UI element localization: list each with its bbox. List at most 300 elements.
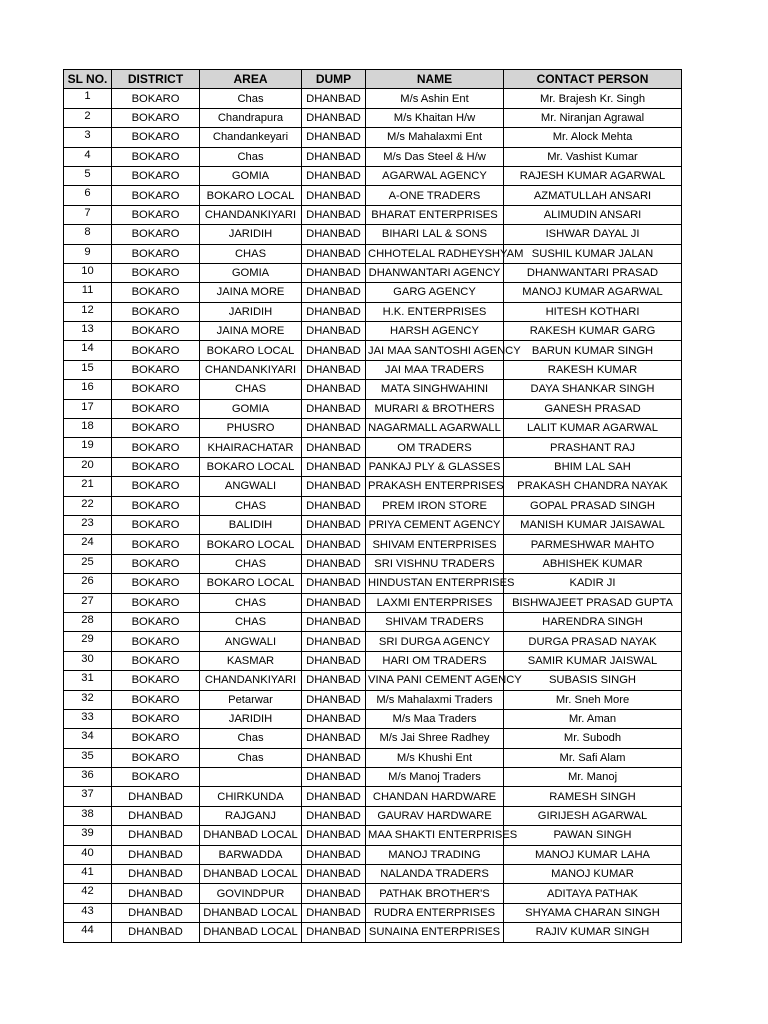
cell-contact-person: Mr. Alock Mehta [504,128,682,147]
cell-contact-person: Mr. Vashist Kumar [504,147,682,166]
cell-name: MATA SINGHWAHINI [366,380,504,399]
cell-sl-no: 24 [64,535,112,554]
cell-name: H.K. ENTERPRISES [366,302,504,321]
cell-sl-no: 17 [64,399,112,418]
cell-contact-person: ABHISHEK KUMAR [504,554,682,573]
cell-sl-no: 40 [64,845,112,864]
cell-district: DHANBAD [112,826,200,845]
cell-name: M/s Jai Shree Radhey [366,729,504,748]
cell-sl-no: 38 [64,806,112,825]
table-row [64,380,682,399]
header-contact-person: CONTACT PERSON [504,70,682,89]
cell-dump: DHANBAD [302,205,366,224]
cell-sl-no: 7 [64,205,112,224]
table-row [64,438,682,457]
cell-sl-no: 22 [64,496,112,515]
header-district: DISTRICT [112,70,200,89]
cell-area: CHAS [200,244,302,263]
cell-district: BOKARO [112,89,200,108]
cell-name: HARSH AGENCY [366,322,504,341]
table-row [64,205,682,224]
cell-dump: DHANBAD [302,690,366,709]
cell-name: M/s Mahalaxmi Traders [366,690,504,709]
table-row [64,884,682,903]
cell-dump: DHANBAD [302,651,366,670]
cell-area: Petarwar [200,690,302,709]
cell-sl-no: 28 [64,612,112,631]
cell-area: GOVINDPUR [200,884,302,903]
cell-area: JAINA MORE [200,322,302,341]
cell-district: BOKARO [112,302,200,321]
cell-district: BOKARO [112,419,200,438]
cell-sl-no: 35 [64,748,112,767]
cell-dump: DHANBAD [302,884,366,903]
cell-name: SRI DURGA AGENCY [366,632,504,651]
table-body [64,89,682,942]
cell-dump: DHANBAD [302,128,366,147]
table-row [64,535,682,554]
cell-dump: DHANBAD [302,612,366,631]
cell-area: BOKARO LOCAL [200,341,302,360]
cell-sl-no: 31 [64,671,112,690]
table-row [64,671,682,690]
cell-district: BOKARO [112,574,200,593]
cell-area: Chandankeyari [200,128,302,147]
cell-contact-person: Mr. Brajesh Kr. Singh [504,89,682,108]
cell-area: JARIDIH [200,302,302,321]
cell-area: CHAS [200,593,302,612]
cell-sl-no: 37 [64,787,112,806]
cell-name: PRIYA CEMENT AGENCY [366,515,504,534]
cell-dump: DHANBAD [302,244,366,263]
header-name: NAME [366,70,504,89]
cell-name: M/s Mahalaxmi Ent [366,128,504,147]
table-row [64,225,682,244]
cell-dump: DHANBAD [302,554,366,573]
cell-area: BOKARO LOCAL [200,457,302,476]
cell-name: A-ONE TRADERS [366,186,504,205]
table-row [64,419,682,438]
cell-area: JARIDIH [200,709,302,728]
cell-sl-no: 12 [64,302,112,321]
cell-sl-no: 23 [64,515,112,534]
table-row [64,244,682,263]
table-row [64,128,682,147]
cell-dump: DHANBAD [302,399,366,418]
cell-name: HINDUSTAN ENTERPRISES [366,574,504,593]
cell-name: HARI OM TRADERS [366,651,504,670]
cell-area: CHANDANKIYARI [200,360,302,379]
cell-sl-no: 13 [64,322,112,341]
cell-area: Chas [200,89,302,108]
table-row [64,806,682,825]
cell-contact-person: HARENDRA SINGH [504,612,682,631]
table-row [64,186,682,205]
cell-district: BOKARO [112,360,200,379]
cell-area: Chandrapura [200,108,302,127]
cell-area: GOMIA [200,399,302,418]
cell-sl-no: 44 [64,923,112,942]
table-row [64,903,682,922]
cell-area: Chas [200,748,302,767]
cell-district: BOKARO [112,457,200,476]
cell-contact-person: Mr. Niranjan Agrawal [504,108,682,127]
cell-sl-no: 5 [64,166,112,185]
cell-name: M/s Khaitan H/w [366,108,504,127]
cell-contact-person: DAYA SHANKAR SINGH [504,380,682,399]
cell-area: Chas [200,729,302,748]
cell-contact-person: LALIT KUMAR AGARWAL [504,419,682,438]
cell-dump: DHANBAD [302,225,366,244]
cell-dump: DHANBAD [302,166,366,185]
cell-sl-no: 11 [64,283,112,302]
cell-sl-no: 26 [64,574,112,593]
cell-contact-person: MANISH KUMAR JAISAWAL [504,515,682,534]
cell-dump: DHANBAD [302,380,366,399]
cell-dump: DHANBAD [302,496,366,515]
cell-sl-no: 2 [64,108,112,127]
cell-contact-person: MANOJ KUMAR LAHA [504,845,682,864]
cell-contact-person: Mr. Manoj [504,768,682,787]
cell-district: BOKARO [112,496,200,515]
cell-area [200,768,302,787]
cell-dump: DHANBAD [302,515,366,534]
cell-name: SHIVAM TRADERS [366,612,504,631]
cell-name: BIHARI LAL & SONS [366,225,504,244]
cell-contact-person: RAJESH KUMAR AGARWAL [504,166,682,185]
cell-name: VINA PANI CEMENT AGENCY [366,671,504,690]
cell-sl-no: 34 [64,729,112,748]
cell-name: RUDRA ENTERPRISES [366,903,504,922]
cell-contact-person: ISHWAR DAYAL JI [504,225,682,244]
cell-contact-person: SHYAMA CHARAN SINGH [504,903,682,922]
cell-area: ANGWALI [200,632,302,651]
cell-dump: DHANBAD [302,671,366,690]
cell-dump: DHANBAD [302,263,366,282]
cell-name: M/s Maa Traders [366,709,504,728]
cell-district: BOKARO [112,380,200,399]
cell-district: BOKARO [112,283,200,302]
table-row [64,768,682,787]
cell-dump: DHANBAD [302,283,366,302]
cell-area: JAINA MORE [200,283,302,302]
cell-sl-no: 4 [64,147,112,166]
cell-dump: DHANBAD [302,923,366,942]
cell-district: BOKARO [112,729,200,748]
cell-name: MAA SHAKTI ENTERPRISES [366,826,504,845]
cell-district: DHANBAD [112,865,200,884]
cell-district: BOKARO [112,186,200,205]
cell-contact-person: Mr. Sneh More [504,690,682,709]
cell-name: M/s Manoj Traders [366,768,504,787]
cell-sl-no: 25 [64,554,112,573]
cell-dump: DHANBAD [302,457,366,476]
cell-contact-person: BARUN KUMAR SINGH [504,341,682,360]
cell-dump: DHANBAD [302,593,366,612]
cell-dump: DHANBAD [302,341,366,360]
cell-area: RAJGANJ [200,806,302,825]
cell-contact-person: PRASHANT RAJ [504,438,682,457]
table-row [64,147,682,166]
table-row [64,787,682,806]
table-row [64,302,682,321]
cell-district: BOKARO [112,748,200,767]
cell-name: SUNAINA ENTERPRISES [366,923,504,942]
cell-name: SHIVAM ENTERPRISES [366,535,504,554]
cell-name: GARG AGENCY [366,283,504,302]
cell-sl-no: 32 [64,690,112,709]
cell-name: PATHAK BROTHER'S [366,884,504,903]
table-row [64,108,682,127]
table-row [64,709,682,728]
cell-area: CHAS [200,380,302,399]
cell-sl-no: 8 [64,225,112,244]
cell-contact-person: RAKESH KUMAR [504,360,682,379]
table-row [64,690,682,709]
cell-name: MURARI & BROTHERS [366,399,504,418]
cell-district: BOKARO [112,690,200,709]
cell-district: BOKARO [112,535,200,554]
cell-sl-no: 18 [64,419,112,438]
cell-name: NAGARMALL AGARWALL [366,419,504,438]
cell-name: M/s Das Steel & H/w [366,147,504,166]
cell-contact-person: BHIM LAL SAH [504,457,682,476]
cell-sl-no: 30 [64,651,112,670]
table-row [64,360,682,379]
cell-district: DHANBAD [112,787,200,806]
cell-area: PHUSRO [200,419,302,438]
cell-name: BHARAT ENTERPRISES [366,205,504,224]
cell-contact-person: HITESH KOTHARI [504,302,682,321]
cell-dump: DHANBAD [302,865,366,884]
header-dump: DUMP [302,70,366,89]
cell-area: BOKARO LOCAL [200,574,302,593]
table-row [64,574,682,593]
cell-dump: DHANBAD [302,438,366,457]
cell-contact-person: PARMESHWAR MAHTO [504,535,682,554]
cell-contact-person: Mr. Aman [504,709,682,728]
cell-contact-person: PAWAN SINGH [504,826,682,845]
cell-dump: DHANBAD [302,632,366,651]
cell-sl-no: 15 [64,360,112,379]
cell-dump: DHANBAD [302,360,366,379]
cell-district: BOKARO [112,438,200,457]
cell-dump: DHANBAD [302,787,366,806]
header-row [64,70,682,89]
cell-district: BOKARO [112,263,200,282]
cell-district: DHANBAD [112,923,200,942]
table-row [64,477,682,496]
cell-contact-person: RAMESH SINGH [504,787,682,806]
header-sl-no: SL NO. [64,70,112,89]
table-row [64,748,682,767]
cell-contact-person: ALIMUDIN ANSARI [504,205,682,224]
cell-sl-no: 3 [64,128,112,147]
cell-dump: DHANBAD [302,903,366,922]
cell-contact-person: KADIR JI [504,574,682,593]
cell-name: MANOJ TRADING [366,845,504,864]
cell-contact-person: PRAKASH CHANDRA NAYAK [504,477,682,496]
cell-district: DHANBAD [112,845,200,864]
cell-sl-no: 21 [64,477,112,496]
cell-area: CHANDANKIYARI [200,205,302,224]
cell-district: DHANBAD [112,806,200,825]
table-row [64,845,682,864]
cell-dump: DHANBAD [302,748,366,767]
cell-sl-no: 9 [64,244,112,263]
cell-dump: DHANBAD [302,768,366,787]
table-row [64,341,682,360]
cell-area: CHAS [200,612,302,631]
cell-dump: DHANBAD [302,845,366,864]
cell-area: BOKARO LOCAL [200,186,302,205]
cell-district: BOKARO [112,244,200,263]
cell-contact-person: DHANWANTARI PRASAD [504,263,682,282]
table-row [64,89,682,108]
table-row [64,651,682,670]
cell-name: LAXMI ENTERPRISES [366,593,504,612]
cell-district: BOKARO [112,593,200,612]
cell-district: DHANBAD [112,903,200,922]
table-row [64,283,682,302]
cell-area: DHANBAD LOCAL [200,923,302,942]
cell-area: BOKARO LOCAL [200,535,302,554]
cell-name: CHANDAN HARDWARE [366,787,504,806]
cell-sl-no: 43 [64,903,112,922]
cell-district: DHANBAD [112,884,200,903]
cell-dump: DHANBAD [302,729,366,748]
cell-sl-no: 39 [64,826,112,845]
cell-district: BOKARO [112,709,200,728]
cell-contact-person: AZMATULLAH ANSARI [504,186,682,205]
cell-name: JAI MAA SANTOSHI AGENCY [366,341,504,360]
cell-area: DHANBAD LOCAL [200,903,302,922]
cell-contact-person: SUBASIS SINGH [504,671,682,690]
cell-contact-person: RAKESH KUMAR GARG [504,322,682,341]
cell-name: M/s Khushi Ent [366,748,504,767]
table-row [64,826,682,845]
cell-district: BOKARO [112,477,200,496]
cell-dump: DHANBAD [302,709,366,728]
cell-district: BOKARO [112,205,200,224]
cell-name: DHANWANTARI AGENCY [366,263,504,282]
cell-sl-no: 19 [64,438,112,457]
cell-dump: DHANBAD [302,574,366,593]
cell-dump: DHANBAD [302,535,366,554]
cell-sl-no: 42 [64,884,112,903]
cell-sl-no: 1 [64,89,112,108]
table-row [64,457,682,476]
cell-district: BOKARO [112,515,200,534]
cell-sl-no: 33 [64,709,112,728]
table-row [64,399,682,418]
cell-area: KHAIRACHATAR [200,438,302,457]
table-row [64,496,682,515]
table-row [64,554,682,573]
cell-contact-person: ADITAYA PATHAK [504,884,682,903]
cell-district: BOKARO [112,225,200,244]
dealer-table [63,69,682,943]
cell-name: NALANDA TRADERS [366,865,504,884]
table-row [64,166,682,185]
cell-district: BOKARO [112,128,200,147]
cell-sl-no: 14 [64,341,112,360]
table-row [64,322,682,341]
cell-sl-no: 10 [64,263,112,282]
cell-district: BOKARO [112,341,200,360]
cell-district: BOKARO [112,554,200,573]
cell-dump: DHANBAD [302,302,366,321]
table-row [64,263,682,282]
cell-sl-no: 6 [64,186,112,205]
cell-name: PREM IRON STORE [366,496,504,515]
cell-contact-person: DURGA PRASAD NAYAK [504,632,682,651]
cell-name: PRAKASH ENTERPRISES [366,477,504,496]
table-row [64,632,682,651]
cell-contact-person: BISHWAJEET PRASAD GUPTA [504,593,682,612]
cell-district: BOKARO [112,768,200,787]
cell-district: BOKARO [112,651,200,670]
cell-name: PANKAJ PLY & GLASSES [366,457,504,476]
cell-dump: DHANBAD [302,322,366,341]
cell-dump: DHANBAD [302,826,366,845]
cell-sl-no: 36 [64,768,112,787]
cell-district: BOKARO [112,671,200,690]
table-row [64,729,682,748]
cell-name: GAURAV HARDWARE [366,806,504,825]
table-row [64,923,682,942]
table-row [64,593,682,612]
cell-area: JARIDIH [200,225,302,244]
table-row [64,865,682,884]
cell-district: BOKARO [112,399,200,418]
cell-name: OM TRADERS [366,438,504,457]
cell-contact-person: RAJIV KUMAR SINGH [504,923,682,942]
cell-contact-person: SUSHIL KUMAR JALAN [504,244,682,263]
cell-dump: DHANBAD [302,89,366,108]
cell-dump: DHANBAD [302,186,366,205]
table-row [64,515,682,534]
cell-area: GOMIA [200,263,302,282]
cell-dump: DHANBAD [302,147,366,166]
cell-area: Chas [200,147,302,166]
cell-district: BOKARO [112,612,200,631]
cell-name: M/s Ashin Ent [366,89,504,108]
cell-dump: DHANBAD [302,806,366,825]
cell-contact-person: SAMIR KUMAR JAISWAL [504,651,682,670]
cell-area: CHAS [200,554,302,573]
cell-contact-person: Mr. Subodh [504,729,682,748]
header-area: AREA [200,70,302,89]
cell-contact-person: MANOJ KUMAR AGARWAL [504,283,682,302]
cell-district: BOKARO [112,632,200,651]
cell-name: JAI MAA TRADERS [366,360,504,379]
cell-district: BOKARO [112,322,200,341]
cell-dump: DHANBAD [302,108,366,127]
cell-name: AGARWAL AGENCY [366,166,504,185]
cell-contact-person: GANESH PRASAD [504,399,682,418]
cell-dump: DHANBAD [302,477,366,496]
cell-sl-no: 16 [64,380,112,399]
cell-area: GOMIA [200,166,302,185]
cell-area: ANGWALI [200,477,302,496]
cell-area: CHAS [200,496,302,515]
cell-sl-no: 41 [64,865,112,884]
cell-name: CHHOTELAL RADHEYSHYAM [366,244,504,263]
cell-contact-person: GOPAL PRASAD SINGH [504,496,682,515]
cell-sl-no: 27 [64,593,112,612]
cell-district: BOKARO [112,166,200,185]
